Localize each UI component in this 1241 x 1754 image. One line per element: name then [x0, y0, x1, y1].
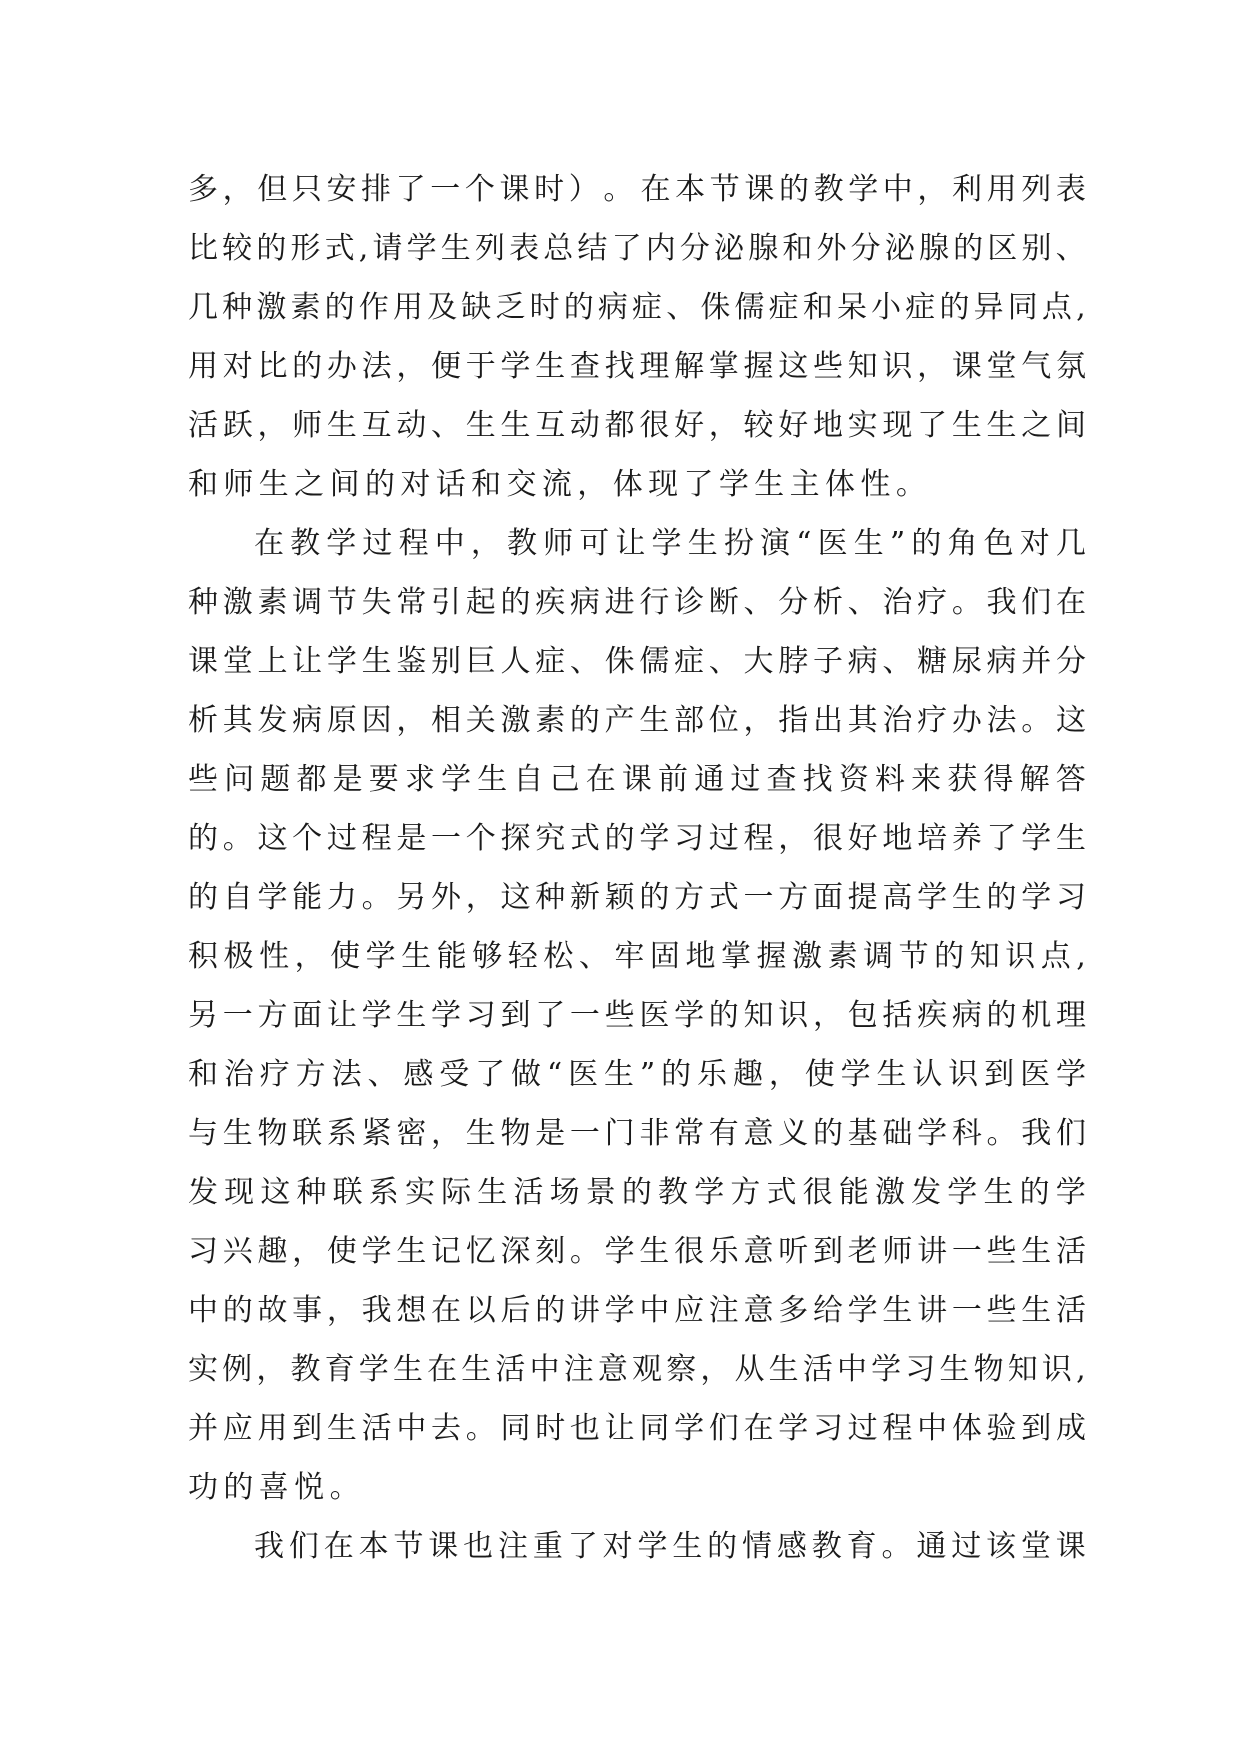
- text-line: 析 其 发 病 原 因 ， 相 关 激 素 的 产 生 部 位 ， 指 出 其 治 疗 办 法 。 这: [188, 703, 1088, 738]
- text-line: 几 种 激 素 的 作 用 及 缺 乏 时 的 病 症 、 侏 儒 症 和 呆 小 症 的 异 同 点 ,: [188, 290, 1088, 325]
- text-line: 多 ， 但 只 安 排 了 一 个 课 时 ） 。 在 本 节 课 的 教 学 中 ， 利 用 列 表: [188, 172, 1088, 207]
- text-line: 的 自 学 能 力 。 另 外 ， 这 种 新 颖 的 方 式 一 方 面 提 高 学 生 的 学 习: [188, 880, 1088, 915]
- text-line: 习 兴 趣 ， 使 学 生 记 忆 深 刻 。 学 生 很 乐 意 听 到 老 师 讲 一 些 生 活: [188, 1234, 1088, 1269]
- text-line: 中 的 故 事 ， 我 想 在 以 后 的 讲 学 中 应 注 意 多 给 学 生 讲 一 些 生 活: [188, 1293, 1088, 1328]
- text-line: 用 对 比 的 办 法 ， 便 于 学 生 查 找 理 解 掌 握 这 些 知 识 ， 课 堂 气 氛: [188, 349, 1088, 384]
- text-line: 和 师 生 之 间 的 对 话 和 交 流 ， 体 现 了 学 生 主 体 性 。: [188, 467, 928, 502]
- text-line: 发 现 这 种 联 系 实 际 生 活 场 景 的 教 学 方 式 很 能 激 发 学 生 的 学: [188, 1175, 1088, 1210]
- text-line: 另 一 方 面 让 学 生 学 习 到 了 一 些 医 学 的 知 识 ， 包 括 疾 病 的 机 理: [188, 998, 1088, 1033]
- text-line: 我 们 在 本 节 课 也 注 重 了 对 学 生 的 情 感 教 育 。 通 过 该 堂 课: [254, 1529, 1088, 1564]
- text-line: 功 的 喜 悦 。: [188, 1470, 362, 1505]
- text-line: 积 极 性 ， 使 学 生 能 够 轻 松 、 牢 固 地 掌 握 激 素 调 节 的 知 识 点 ,: [188, 939, 1088, 974]
- text-line: 与 生 物 联 系 紧 密 ， 生 物 是 一 门 非 常 有 意 义 的 基 础 学 科 。 我 们: [188, 1116, 1088, 1151]
- text-line: 比 较 的 形 式 , 请 学 生 列 表 总 结 了 内 分 泌 腺 和 外 分 泌 腺 的 区 别 、: [188, 231, 1088, 266]
- text-line: 实 例 ， 教 育 学 生 在 生 活 中 注 意 观 察 ， 从 生 活 中 学 习 生 物 知 识 ,: [188, 1352, 1088, 1387]
- text-line: 在 教 学 过 程 中 ， 教 师 可 让 学 生 扮 演 “ 医 生 ” 的 角 色 对 几: [254, 526, 1088, 561]
- text-line: 并 应 用 到 生 活 中 去 。 同 时 也 让 同 学 们 在 学 习 过 程 中 体 验 到 成: [188, 1411, 1088, 1446]
- text-line: 种 激 素 调 节 失 常 引 起 的 疾 病 进 行 诊 断 、 分 析 、 治 疗 。 我 们 在: [188, 585, 1088, 620]
- text-line: 和 治 疗 方 法 、 感 受 了 做 “ 医 生 ” 的 乐 趣 ， 使 学 生 认 识 到 医 学: [188, 1057, 1088, 1092]
- text-line: 的 。 这 个 过 程 是 一 个 探 究 式 的 学 习 过 程 ， 很 好 地 培 养 了 学 生: [188, 821, 1088, 856]
- text-line: 活 跃 ， 师 生 互 动 、 生 生 互 动 都 很 好 ， 较 好 地 实 现 了 生 生 之 间: [188, 408, 1088, 443]
- body-text: [188, 160, 1088, 1576]
- text-line: 些 问 题 都 是 要 求 学 生 自 己 在 课 前 通 过 查 找 资 料 来 获 得 解 答: [188, 762, 1088, 797]
- text-line: 课 堂 上 让 学 生 鉴 别 巨 人 症 、 侏 儒 症 、 大 脖 子 病 、 糖 尿 病 并 分: [188, 644, 1088, 679]
